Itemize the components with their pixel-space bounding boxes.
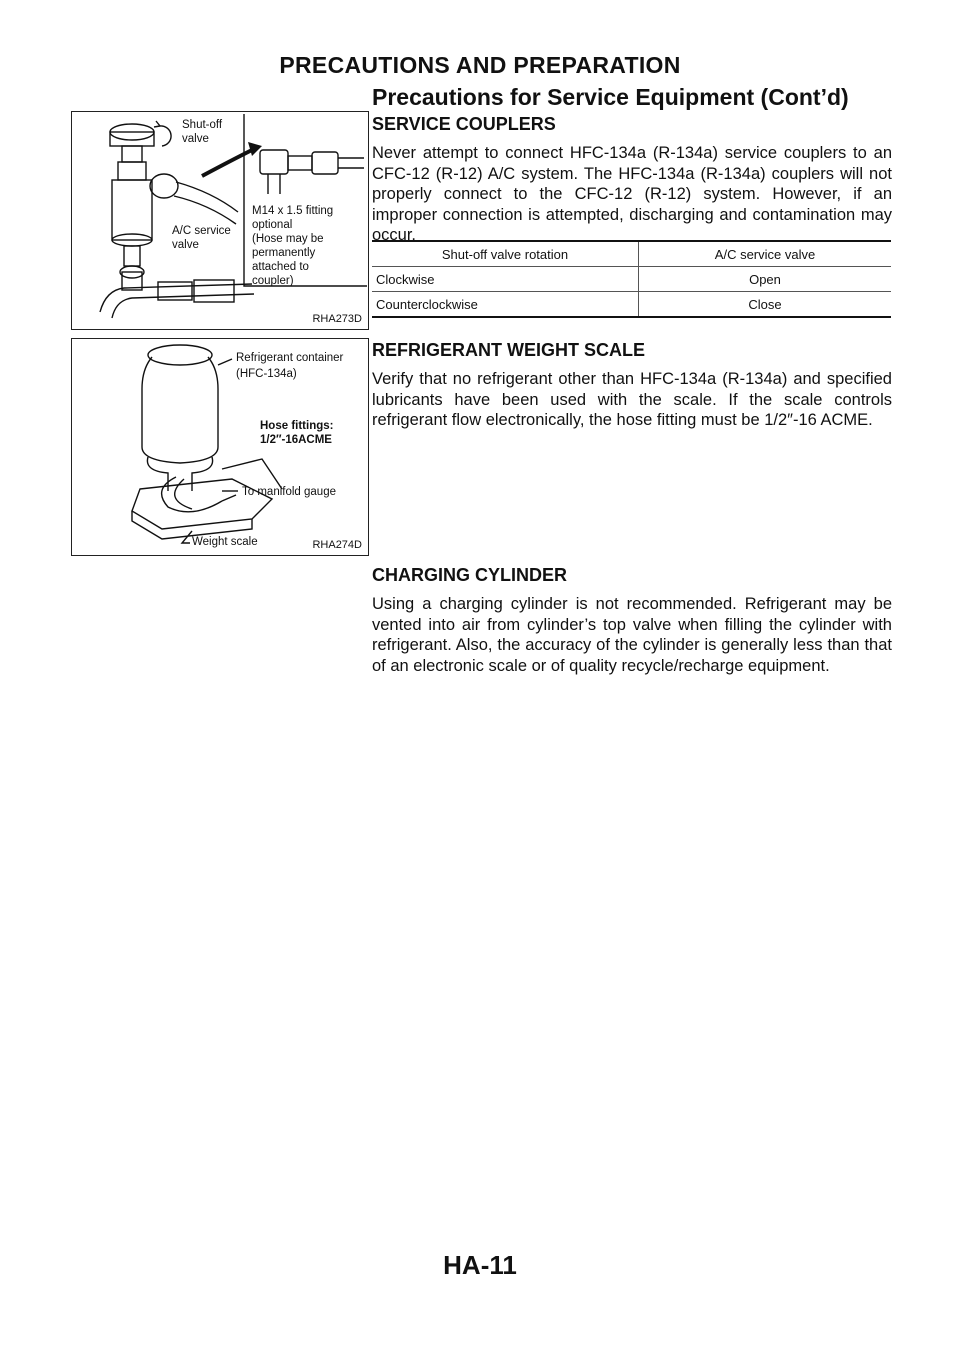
page-subheader: Precautions for Service Equipment (Cont’d): [372, 84, 849, 110]
table-row: [372, 292, 891, 318]
section-service-couplers: [372, 114, 892, 246]
section-body: Verify that no refrigerant other than HFC-134a (R-134a) and specified lubricants have been used with the scale. If the scale controls refrigerant flow electronically, the hose fitting must be 1/2″-16 ACME.: [372, 370, 892, 429]
label-container-1: Refrigerant container: [236, 352, 344, 364]
label-scale: Weight scale: [192, 536, 258, 548]
figure-service-coupler: [71, 111, 369, 330]
label-fitting-3: (Hose may be: [252, 233, 324, 245]
table-header: Shut-off valve rotation: [372, 241, 639, 267]
table-cell: Close: [639, 292, 892, 318]
label-acservice-2: valve: [172, 239, 199, 251]
label-hose-2: 1/2″-16ACME: [260, 434, 332, 446]
page-header: PRECAUTIONS AND PREPARATION: [279, 52, 681, 78]
table-row: [372, 267, 891, 292]
label-fitting-2: optional: [252, 219, 293, 231]
section-charging-cylinder: [372, 565, 892, 676]
label-shutoff-2: valve: [182, 133, 209, 145]
service-coupler-illustration: [72, 112, 367, 328]
section-title: CHARGING CYLINDER: [372, 565, 568, 585]
table-header-row: [372, 241, 891, 267]
section-title: SERVICE COUPLERS: [372, 114, 556, 134]
section-title: REFRIGERANT WEIGHT SCALE: [372, 340, 645, 360]
figure-code: RHA274D: [312, 539, 362, 551]
page-number: HA-11: [443, 1250, 517, 1280]
table-header: A/C service valve: [639, 241, 892, 267]
label-acservice-1: A/C service: [172, 225, 231, 237]
table-cell: Open: [639, 267, 892, 292]
table-cell: Clockwise: [372, 267, 639, 292]
label-fitting-6: coupler): [252, 275, 294, 287]
label-fitting-1: M14 x 1.5 fitting: [252, 205, 334, 217]
figure-code: RHA273D: [312, 313, 362, 325]
label-shutoff-1: Shut-off: [182, 119, 223, 131]
label-fitting-5: attached to: [252, 261, 309, 273]
valve-rotation-table: [372, 240, 891, 318]
section-body: Using a charging cylinder is not recommended. Refrigerant may be vented into air from cylinder’s top valve when filling the cylinder with refrigerant. Also, the accuracy of the cylinder is generally less than that of an electronic scale or of quality recycle/recharge equipment.: [372, 595, 892, 675]
section-weight-scale: [372, 340, 892, 431]
label-hose-1: Hose fittings:: [260, 420, 334, 432]
label-fitting-4: permanently: [252, 247, 316, 259]
section-body: Never attempt to connect HFC-134a (R-134a) service couplers to an CFC-12 (R-12) A/C system. The HFC-134a (R-134a) couplers will not properly connect to the CFC-12 (R-12) system. However, if an improper connection is attempted, discharging and contamination may occur.: [372, 144, 892, 244]
table-cell: Counterclockwise: [372, 292, 639, 318]
weight-scale-illustration: [72, 339, 367, 554]
label-manifold: To manifold gauge: [242, 486, 336, 498]
label-container-2: (HFC-134a): [236, 368, 297, 380]
figure-weight-scale: [71, 338, 369, 556]
